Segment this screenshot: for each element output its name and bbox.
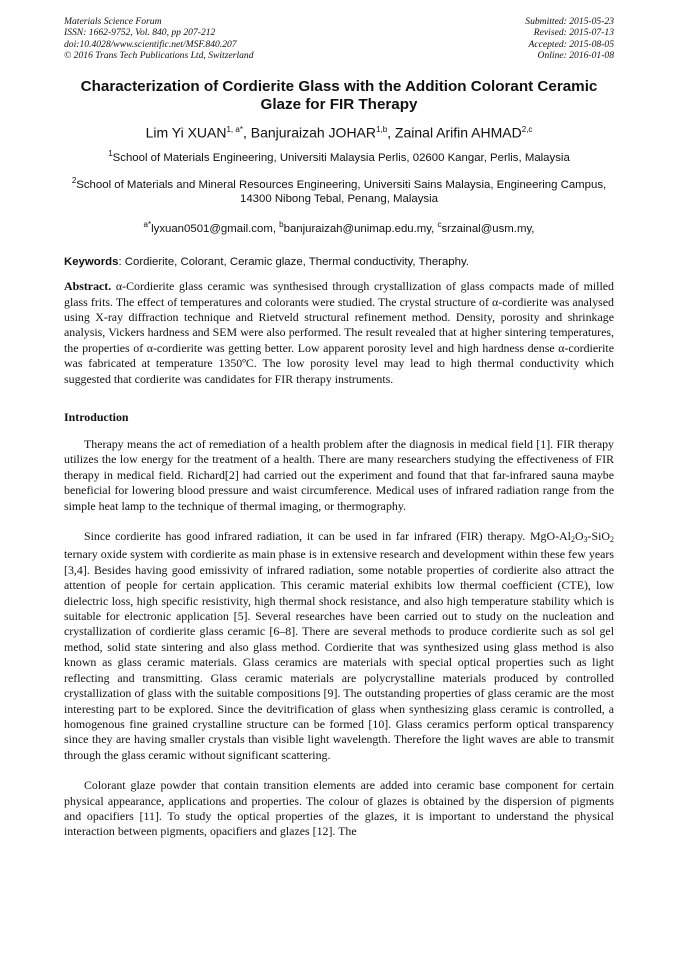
text-run: O <box>574 529 584 544</box>
section-heading-introduction: Introduction <box>64 410 129 425</box>
author-sup: 1, a* <box>226 124 243 134</box>
subscript: 3 <box>583 535 588 545</box>
email-sup: b <box>279 220 284 230</box>
submitted-date: Submitted: 2015-05-23 <box>525 16 614 27</box>
text-run: ternary oxide system with cordierite as main phase is in extensive research and development within these few years [3,4]. Besides having good emissivity of infrared radiation, some notable properties of cordierite also attract the attention of people for certain application. This ceramic material exhibits low thermal coefficient (CTE), low dielectric loss, high specific resistivity, high thermal shock resistance, and also high temperature stability which is suitable for electronic application [5]. Several researches have been carried out to study on the nucleation and crystallization of cordierite glass ceramic [6–8]. There are several methods to produce cordierite such as sol gel method, solid state sintering and also glass method. Cordierite that was synthesized using glass method is also known as glass ceramic materials. Glass ceramics are materials with special optical properties such as light reflecting and transmitting. Glass ceramic materials are polycrystalline materials produced by controlled crystallization of glass with the suitable compositions [9]. The outstanding properties of glass ceramic are the most interesting part to be explored. Since the devitrification of glass when synthesizing glass ceramic is controlled, a homogenous fine grained crystalline structure can be formed [10]. Glass ceramics perform optical transparency since they are having smaller crystals than visible light wavelength. Therefore the light waves are able to transmit through the glass ceramic without significant scattering. <box>64 547 614 762</box>
email-link[interactable]: banjuraizah@unimap.edu.my, <box>283 223 435 236</box>
author-name: Banjuraizah JOHAR <box>250 124 377 141</box>
journal-name: Materials Science Forum <box>64 16 162 27</box>
accepted-date: Accepted: 2015-08-05 <box>528 38 614 50</box>
journal-info <box>64 16 254 62</box>
abstract <box>64 279 614 387</box>
doi-line: doi:10.4028/www.scientific.net/MSF.840.207 <box>64 38 237 50</box>
affiliation-1 <box>64 147 614 165</box>
issn-line: ISSN: 1662-9752, Vol. 840, pp 207-212 <box>64 27 216 39</box>
keywords <box>64 255 614 269</box>
abstract-label: Abstract. <box>64 279 112 294</box>
affiliation-text: School of Materials and Mineral Resources Engineering, Universiti Sains Malaysia, Engineering Campus, 14300 Nibong Tebal, Penang, Malaysia <box>76 178 607 205</box>
author-name: Zainal Arifin AHMAD <box>394 124 522 141</box>
paper-title: Characterization of Cordierite Glass with the Addition Colorant Ceramic Glaze for FIR Therapy <box>80 77 598 113</box>
author-sup: 2,c <box>521 124 533 134</box>
affiliation-2 <box>64 174 614 207</box>
affiliation-text: School of Materials Engineering, Universiti Malaysia Perlis, 02600 Kangar, Perlis, Malaysia <box>112 152 570 165</box>
dates-info <box>525 16 614 62</box>
text-run: Since cordierite has good infrared radiation, it can be used in far infrared (FIR) therapy. MgO-Al <box>84 529 571 544</box>
affiliation-sup: 2 <box>71 175 77 185</box>
author-name: Lim Yi XUAN <box>145 124 227 141</box>
author-sup: 1,b <box>376 124 388 134</box>
intro-paragraph-1: Therapy means the act of remediation of a health problem after the diagnosis in medical field [1]. FIR therapy utilizes the low energy for the treatment of a health. There are many researchers studying the effectiveness of FIR therapy in medical field. Richard[2] had carried out the experiment and found that that far-infrared sauna maybe beneficial for lowering blood pressure and waist circumference. Medical uses of infrared radiation range from the simple heat lamp to the technique of thermal imaging, or thermography. <box>64 437 614 513</box>
email-sup: a* <box>143 220 152 230</box>
keywords-label: Keywords <box>64 256 119 269</box>
subscript: 2 <box>610 535 614 545</box>
subscript: 2 <box>570 535 575 545</box>
text-run: -SiO <box>587 529 610 544</box>
email-link[interactable]: srzainal@usm.my, <box>441 223 535 236</box>
intro-paragraph-3: Colorant glaze powder that contain transition elements are added into ceramic base component for certain physical appearance, applications and properties. The colour of glazes is obtained by the dispersion of pigments and opacifiers [11]. To study the optical properties of the glazes, it is important to understand the physical interaction between pigments, opacifiers and glazes [12]. The <box>64 778 614 839</box>
email-link[interactable]: lyxuan0501@gmail.com, <box>151 223 276 236</box>
keywords-text: : Cordierite, Colorant, Ceramic glaze, Thermal conductivity, Theraphy. <box>118 256 469 269</box>
author-list: Lim Yi $XUAN^{1, a*}$, Banjuraizah JOHAR$^{1,b}$, Zainal Arifin AHMAD$^{2,c}$ <box>145 124 533 141</box>
abstract-text: α-Cordierite glass ceramic was synthesised through crystallization of glass compacts made of milled glass frits. The effect of temperatures and colorants were studied. The crystal structure of α-cordierite was analysed using X-ray diffraction technique and Rietveld structural refinement method. Density, porosity and shrinkage analysis, Vickers hardness and SEM were also performed. The result revealed that at higher sintering temperatures, the properties of α-cordierite was getting better. Low apparent porosity level and high hardness dense α-cordierite was fabricated at temperature 1350ºC. The low porosity level may lead to high thermal conductivity which suggested that cordierite was candidates for FIR therapy instruments. <box>64 279 614 386</box>
email-sup: c <box>437 220 442 230</box>
journal-header <box>64 16 614 62</box>
email-list <box>64 218 614 236</box>
copyright-line: © 2016 Trans Tech Publications Ltd, Switzerland <box>64 50 254 62</box>
intro-paragraph-2 <box>64 529 614 763</box>
online-date: Online: 2016-01-08 <box>537 50 614 62</box>
revised-date: Revised: 2015-07-13 <box>533 27 614 39</box>
affiliation-sup: 1 <box>108 149 113 159</box>
